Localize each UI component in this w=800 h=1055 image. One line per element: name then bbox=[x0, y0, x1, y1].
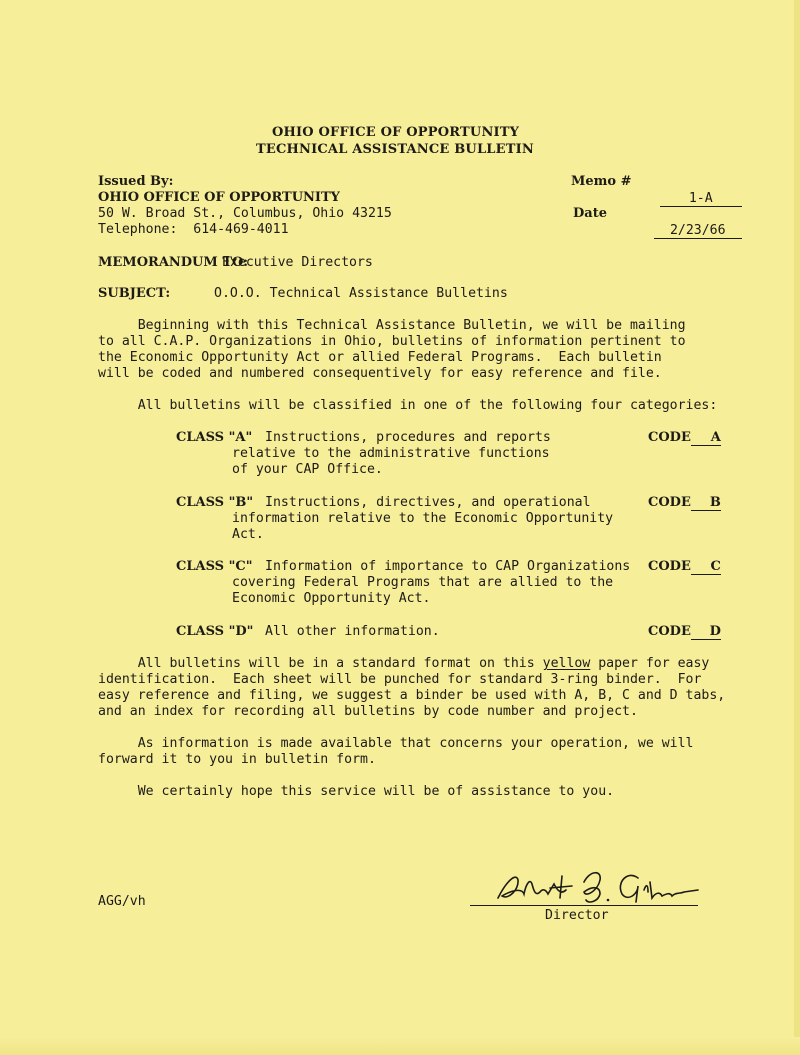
paragraph-intro-4: will be coded and numbered consequentively for easy reference and file. bbox=[98, 366, 662, 381]
class-d-code bbox=[648, 624, 721, 641]
class-b-code-label: CODE bbox=[648, 495, 691, 510]
class-c-code-label: CODE bbox=[648, 559, 691, 574]
paragraph-format-1 bbox=[98, 656, 709, 673]
signature-line bbox=[470, 905, 698, 906]
memo-date: 2/23/66 bbox=[654, 223, 742, 239]
paragraph-format-3: easy reference and filing, we suggest a binder be used with A, B, C and D tabs, bbox=[98, 688, 726, 703]
class-a-code bbox=[648, 430, 721, 447]
paragraph-categories: All bulletins will be classified in one of the following four categories: bbox=[98, 398, 718, 413]
paragraph-intro-1: Beginning with this Technical Assistance Bulletin, we will be mailing bbox=[98, 318, 686, 333]
class-b-line-3: Act. bbox=[232, 527, 264, 542]
paragraph-forward-2: forward it to you in bulletin form. bbox=[98, 752, 376, 767]
page-edge-right bbox=[794, 0, 800, 1055]
paragraph-closing: We certainly hope this service will be of assistance to you. bbox=[98, 784, 615, 799]
yellow-word: yellow bbox=[542, 656, 591, 671]
class-c-line-2: covering Federal Programs that are allied to the bbox=[232, 575, 614, 590]
class-c-code bbox=[648, 559, 721, 576]
subject-label: SUBJECT: bbox=[98, 286, 171, 301]
class-b-line-2: information relative to the Economic Opportunity bbox=[232, 511, 614, 526]
class-b-label: CLASS "B" bbox=[176, 495, 254, 510]
typist-initials: AGG/vh bbox=[98, 894, 146, 909]
class-b-code bbox=[648, 495, 721, 512]
class-b-code-value: B bbox=[691, 495, 721, 511]
issuer-address: 50 W. Broad St., Columbus, Ohio 43215 bbox=[98, 206, 392, 221]
signer-title: Director bbox=[545, 908, 609, 923]
memorandum-to-label: MEMORANDUM TO: bbox=[98, 255, 249, 270]
header-subtitle: TECHNICAL ASSISTANCE BULLETIN bbox=[256, 142, 534, 157]
date-field bbox=[622, 206, 742, 256]
memo-number: 1-A bbox=[660, 191, 742, 207]
class-d-code-value: D bbox=[691, 624, 721, 640]
class-d-line-1: All other information. bbox=[265, 624, 440, 639]
issued-by-label: Issued By: bbox=[98, 174, 174, 189]
memorandum-to-value: Executive Directors bbox=[222, 255, 373, 270]
paragraph-format-1-post: paper for easy bbox=[590, 656, 710, 671]
paragraph-format-2: identification. Each sheet will be punched for standard 3-ring binder. For bbox=[98, 672, 702, 687]
class-a-line-3: of your CAP Office. bbox=[232, 462, 383, 477]
issuer-telephone: Telephone: 614-469-4011 bbox=[98, 222, 289, 237]
class-c-code-value: C bbox=[691, 559, 721, 575]
subject-value: O.O.O. Technical Assistance Bulletins bbox=[214, 286, 508, 301]
paragraph-intro-2: to all C.A.P. Organizations in Ohio, bulletins of information pertinent to bbox=[98, 334, 686, 349]
class-d-label: CLASS "D" bbox=[176, 624, 254, 639]
class-c-line-1: Information of importance to CAP Organizations bbox=[265, 559, 631, 574]
class-c-label: CLASS "C" bbox=[176, 559, 253, 574]
memo-label: Memo # bbox=[571, 174, 632, 189]
class-b-line-1: Instructions, directives, and operational bbox=[265, 495, 591, 510]
class-a-line-2: relative to the administrative functions bbox=[232, 446, 550, 461]
class-d-code-label: CODE bbox=[648, 624, 691, 639]
page-edge-bottom bbox=[0, 1037, 800, 1055]
paragraph-forward-1: As information is made available that concerns your operation, we will bbox=[98, 736, 694, 751]
class-a-code-value: A bbox=[691, 430, 721, 446]
class-a-code-label: CODE bbox=[648, 430, 691, 445]
paragraph-intro-3: the Economic Opportunity Act or allied Federal Programs. Each bulletin bbox=[98, 350, 662, 365]
class-c-line-3: Economic Opportunity Act. bbox=[232, 591, 431, 606]
class-a-line-1: Instructions, procedures and reports bbox=[265, 430, 551, 445]
issuer-org: OHIO OFFICE OF OPPORTUNITY bbox=[98, 190, 340, 205]
class-a-label: CLASS "A" bbox=[176, 430, 253, 445]
paragraph-format-1-pre: All bulletins will be in a standard format on this bbox=[98, 656, 543, 671]
header-title: OHIO OFFICE OF OPPORTUNITY bbox=[272, 125, 520, 140]
date-label: Date bbox=[573, 206, 607, 221]
signature-graphic bbox=[488, 862, 703, 910]
paragraph-format-4: and an index for recording all bulletins by code number and project. bbox=[98, 704, 638, 719]
